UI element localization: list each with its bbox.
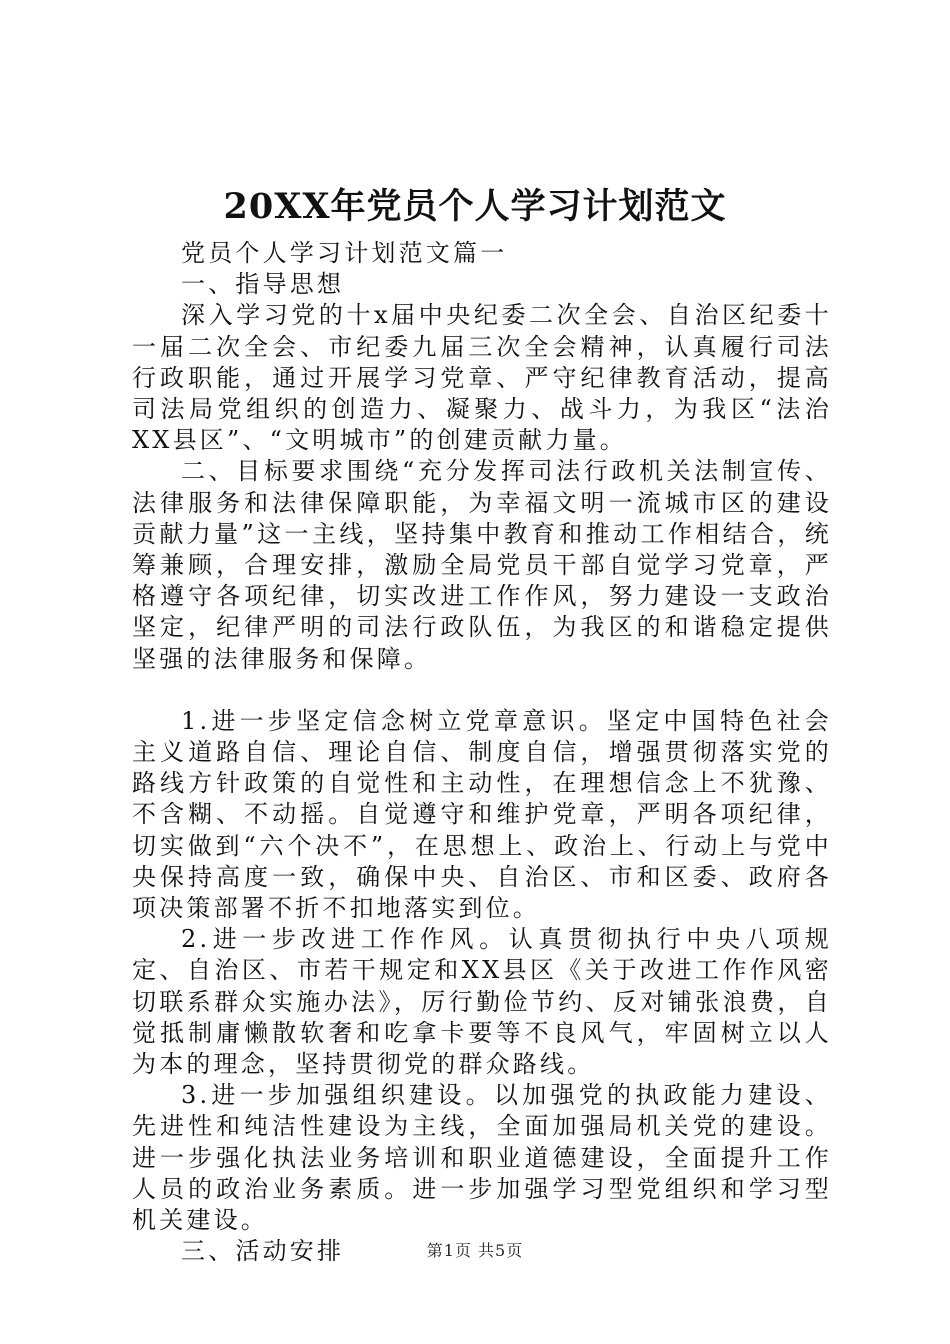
document-body: [132, 238, 832, 1268]
body-paragraph: 二、目标要求围绕“充分发挥司法行政机关法制宣传、法律服务和法律保障职能，为幸福文明一流城市区的建设贡献力量”这一主线，坚持集中教育和推动工作相结合，统筹兼顾，合理安排，激励全局党员干部自觉学习党章，严格遵守各项纪律，切实改进工作作风，努力建设一支政治坚定，纪律严明的司法行政队伍，为我区的和谐稳定提供坚强的法律服务和保障。: [132, 457, 832, 673]
page-number: 第1页 共5页: [426, 1241, 524, 1260]
section-heading: 一、指导思想: [181, 270, 345, 299]
document-title: 20XX年党员个人学习计划范文: [223, 186, 727, 227]
section-heading: 党员个人学习计划范文篇一: [181, 239, 508, 267]
body-paragraph: 1.进一步坚定信念树立党章意识。坚定中国特色社会主义道路自信、理论自信、制度自信，增强贯彻落实党的路线方针政策的自觉性和主动性，在理想信念上不犹豫、不含糊、不动摇。自觉遵守和维护党章，严明各项纪律，切实做到“六个决不”，在思想上、政治上、行动上与党中央保持高度一致，确保中央、自治区、市和区委、政府各项决策部署不折不扣地落实到位。: [132, 706, 832, 923]
body-paragraph: 深入学习党的十x届中央纪委二次全会、自治区纪委十一届二次全会、市纪委九届三次全会精神，认真履行司法行政职能，通过开展学习党章、严守纪律教育活动，提高司法局党组织的创造力、凝聚力、战斗力，为我区“法治XX县区”、“文明城市”的创建贡献力量。: [132, 301, 832, 455]
body-paragraph: 2.进一步改进工作作风。认真贯彻执行中央八项规定、自治区、市若干规定和XX县区《关于改进工作作风密切联系群众实施办法》，厉行勤俭节约、反对铺张浪费，自觉抵制庸懒散软奢和吃拿卡要等不良风气，牢固树立以人为本的理念，坚持贯彻党的群众路线。: [132, 925, 832, 1079]
body-paragraph: 3.进一步加强组织建设。以加强党的执政能力建设、先进性和纯洁性建设为主线，全面加强局机关党的建设。进一步强化执法业务培训和职业道德建设，全面提升工作人员的政治业务素质。进一步加强学习型党组织和学习型机关建设。: [132, 1081, 832, 1235]
paragraph-spacer: [132, 675, 832, 706]
section-heading: 三、活动安排: [181, 1237, 345, 1266]
